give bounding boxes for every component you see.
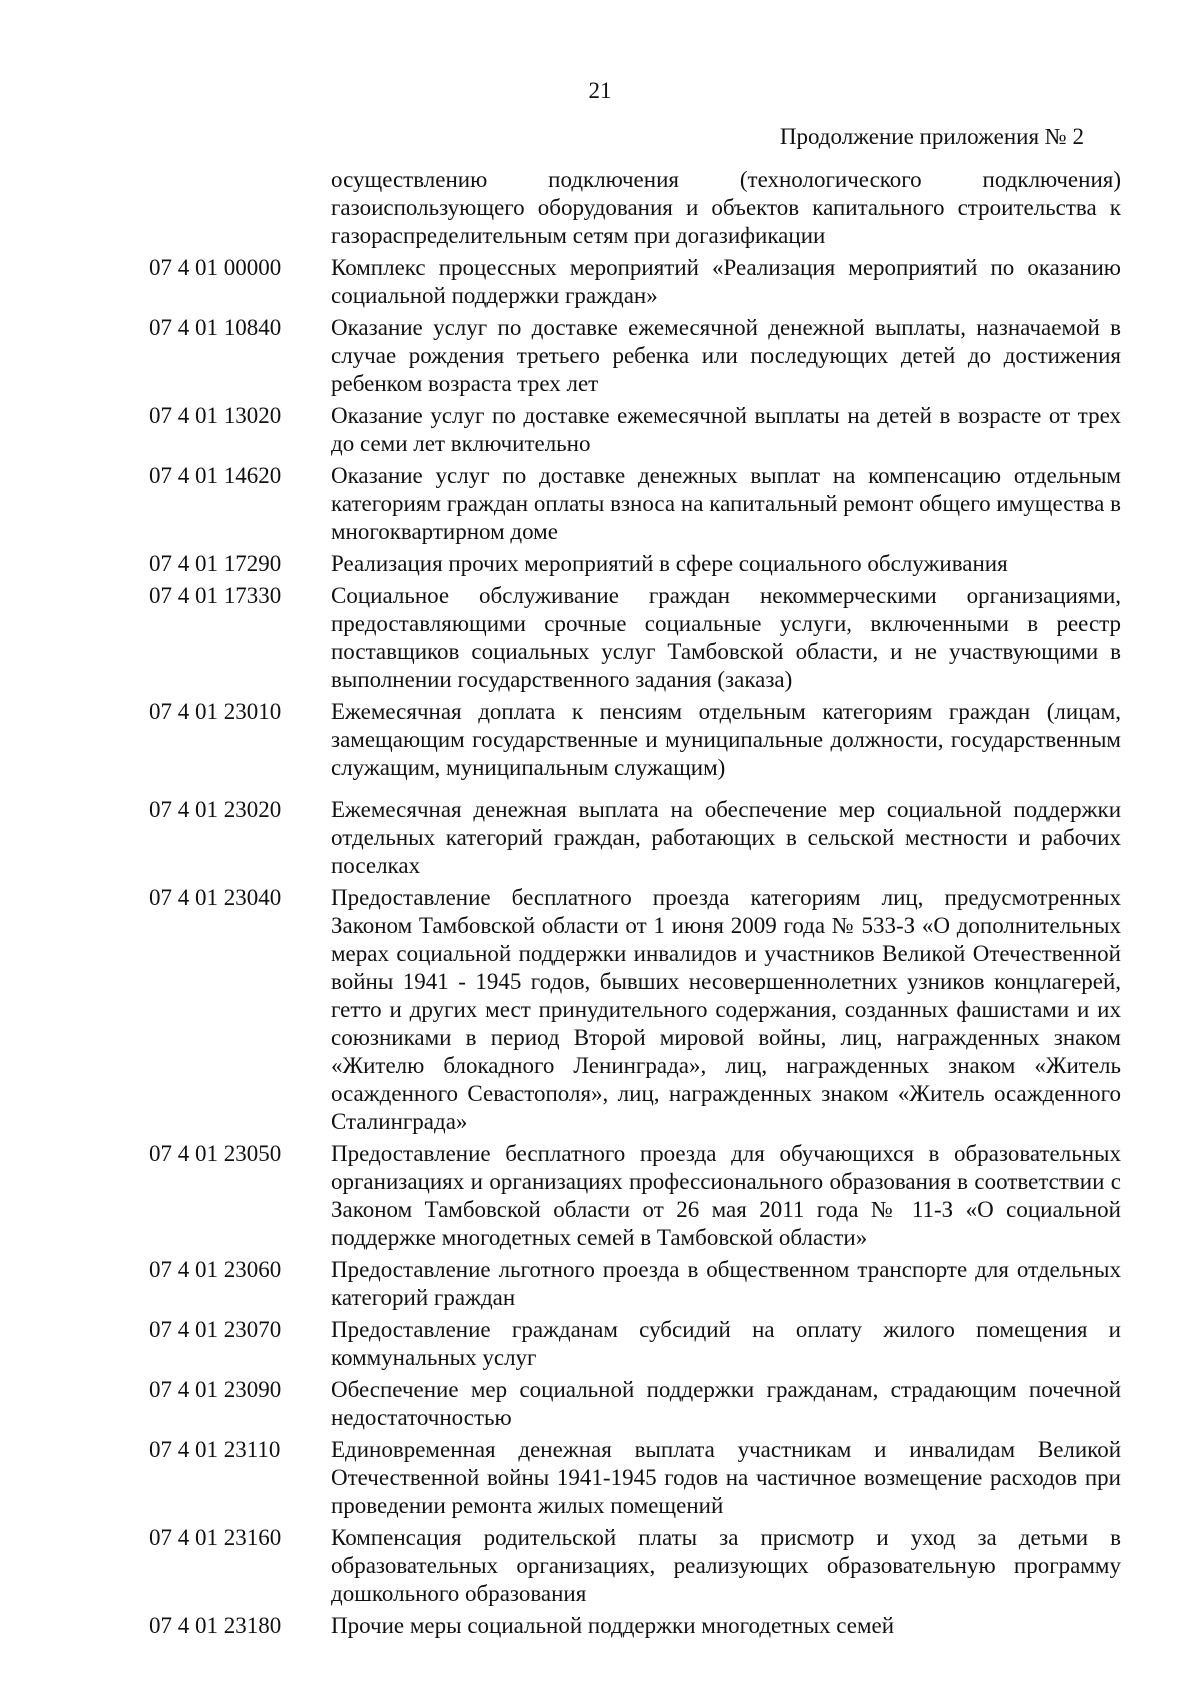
row-code: 07 4 01 23050	[149, 1141, 282, 1166]
row-description: Обеспечение мер социальной поддержки гражданам, страдающим почечной недостаточностью	[331, 1377, 1121, 1430]
row-code: 07 4 01 23180	[149, 1613, 282, 1638]
table-row	[149, 314, 1121, 398]
table-row	[149, 1612, 1121, 1640]
row-code: 07 4 01 23020	[149, 797, 282, 822]
row-code: 07 4 01 23090	[149, 1377, 282, 1402]
row-description: Оказание услуг по доставке ежемесячной выплаты на детей в возрасте от трех до семи лет включительно	[331, 403, 1121, 456]
table-row	[149, 796, 1121, 880]
row-code: 07 4 01 17290	[149, 551, 282, 576]
row-description: Предоставление бесплатного проезда категориям лиц, предусмотренных Законом Тамбовской области от 1 июня 2009 года № 533-З «О дополнительных мерах социальной поддержки инвалидов и участников Великой Отечественной войны 1941 - 1945 годов, бывших несовершеннолетних узников концлагерей, гетто и других мест принудительного содержания, созданных фашистами и их союзниками в период Второй мировой войны, лиц, награжденных знаком «Жителю блокадного Ленинграда», лиц, награжденных знаком «Житель осажденного Севастополя», лиц, награжденных знаком «Житель осажденного Сталинграда»	[331, 885, 1121, 1134]
row-code: 07 4 01 23010	[149, 699, 282, 724]
page-number: 21	[588, 78, 612, 103]
row-description: Оказание услуг по доставке денежных выплат на компенсацию отдельным категориям граждан оплаты взноса на капитальный ремонт общего имущества в многоквартирном доме	[331, 463, 1121, 544]
row-description: Компенсация родительской платы за присмотр и уход за детьми в образовательных организациях, реализующих образовательную программу дошкольного образования	[331, 1525, 1121, 1606]
row-description: осуществлению подключения (технологического подключения) газоиспользующего оборудования и объектов капитального строительства к газораспределительным сетям при догазификации	[331, 167, 1121, 248]
row-code: 07 4 01 10840	[149, 315, 282, 340]
row-description: Единовременная денежная выплата участникам и инвалидам Великой Отечественной войны 1941-1945 годов на частичное возмещение расходов при проведении ремонта жилых помещений	[331, 1437, 1121, 1518]
row-description: Предоставление льготного проезда в общественном транспорте для отдельных категорий граждан	[331, 1257, 1121, 1310]
table-row	[149, 698, 1121, 782]
row-code: 07 4 01 14620	[149, 463, 282, 488]
row-description: Прочие меры социальной поддержки многодетных семей	[331, 1613, 895, 1638]
row-description: Оказание услуг по доставке ежемесячной денежной выплаты, назначаемой в случае рождения третьего ребенка или последующих детей до достижения ребенком возраста трех лет	[331, 315, 1121, 396]
classification-table	[149, 166, 1121, 1644]
table-row	[149, 1256, 1121, 1312]
row-description: Комплекс процессных мероприятий «Реализация мероприятий по оказанию социальной поддержки граждан»	[331, 255, 1121, 308]
row-description: Реализация прочих мероприятий в сфере социального обслуживания	[331, 551, 1008, 576]
table-row	[149, 884, 1121, 1136]
table-row	[149, 402, 1121, 458]
row-description: Социальное обслуживание граждан некоммерческими организациями, предоставляющими срочные социальные услуги, включенными в реестр поставщиков социальных услуг Тамбовской области, и не участвующими в выполнении государственного задания (заказа)	[331, 583, 1121, 692]
table-row	[149, 582, 1121, 694]
row-code: 07 4 01 13020	[149, 403, 282, 428]
row-description: Ежемесячная денежная выплата на обеспечение мер социальной поддержки отдельных категорий граждан, работающих в сельской местности и рабочих поселках	[331, 797, 1121, 878]
row-description: Предоставление гражданам субсидий на оплату жилого помещения и коммунальных услуг	[331, 1317, 1121, 1370]
row-code: 07 4 01 23110	[149, 1437, 281, 1462]
table-row	[149, 462, 1121, 546]
row-description: Ежемесячная доплата к пенсиям отдельным категориям граждан (лицам, замещающим государственные и муниципальные должности, государственным служащим, муниципальным служащим)	[331, 699, 1121, 780]
row-code: 07 4 01 23040	[149, 885, 282, 910]
row-code: 07 4 01 17330	[149, 583, 282, 608]
table-row	[149, 1376, 1121, 1432]
table-row	[149, 1436, 1121, 1520]
row-code: 07 4 01 23070	[149, 1317, 282, 1342]
row-code: 07 4 01 23160	[149, 1525, 282, 1550]
table-row	[149, 1316, 1121, 1372]
row-code: 07 4 01 00000	[149, 255, 282, 280]
table-row	[149, 166, 1121, 250]
table-row	[149, 550, 1121, 578]
table-row	[149, 254, 1121, 310]
continuation-header: Продолжение приложения № 2	[779, 124, 1084, 149]
row-code: 07 4 01 23060	[149, 1257, 282, 1282]
row-description: Предоставление бесплатного проезда для обучающихся в образовательных организациях и организациях профессионального образования в соответствии с Законом Тамбовской области от 26 мая 2011 года № 11-З «О социальной поддержке многодетных семей в Тамбовской области»	[331, 1141, 1121, 1250]
table-row	[149, 1140, 1121, 1252]
table-row	[149, 1524, 1121, 1608]
